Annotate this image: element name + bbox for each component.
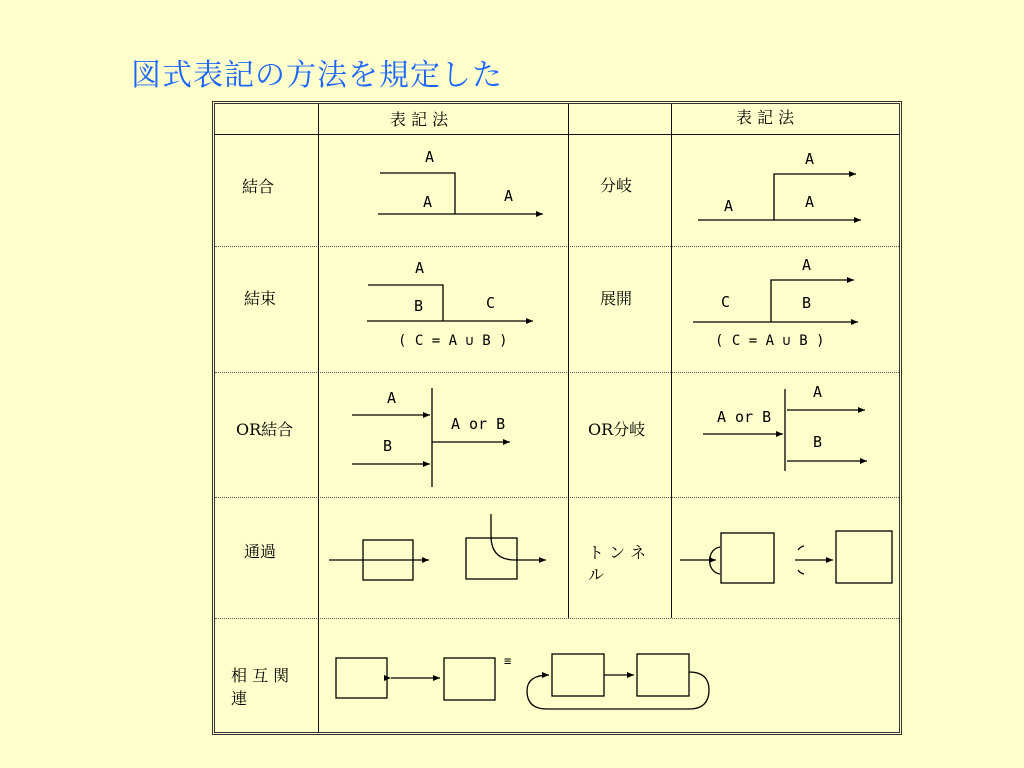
or-branch-diagram bbox=[703, 389, 867, 471]
branch-label-top-a: A bbox=[805, 150, 815, 168]
join-label-out-a: A bbox=[504, 187, 514, 205]
row-label-tunnel-line1: ト ン ネ bbox=[588, 543, 647, 562]
or-join-label-out: A or B bbox=[451, 415, 506, 433]
or-join-diagram bbox=[352, 388, 510, 487]
join-diagram bbox=[378, 173, 543, 214]
row-label-mutual-line2: 連 bbox=[231, 689, 248, 708]
or-branch-label-b: B bbox=[813, 433, 823, 451]
notation-table bbox=[212, 101, 902, 735]
row-label-mutual-line1: 相 互 関 bbox=[231, 666, 290, 685]
or-join-label-a: A bbox=[387, 389, 397, 407]
mutual-equiv-symbol: ≡ bbox=[504, 654, 512, 668]
pass-diagram bbox=[329, 514, 546, 580]
branch-diagram bbox=[698, 174, 861, 220]
merge-diagram bbox=[367, 285, 533, 321]
merge-label-b: B bbox=[414, 297, 424, 315]
branch-label-out-a: A bbox=[805, 193, 815, 211]
merge-formula: ( C = A ∪ B ) bbox=[398, 333, 508, 349]
row-label-or-branch: OR分岐 bbox=[588, 420, 646, 439]
expand-diagram bbox=[693, 280, 858, 322]
row-label-expand: 展開 bbox=[600, 289, 633, 308]
or-join-label-b: B bbox=[383, 437, 393, 455]
slide-title: 図式表記の方法を規定した bbox=[131, 58, 503, 93]
row-label-join: 結合 bbox=[242, 177, 275, 196]
row-label-tunnel-line2: ル bbox=[588, 565, 605, 584]
join-label-top-a: A bbox=[425, 148, 435, 166]
expand-label-c: C bbox=[721, 293, 731, 311]
expand-formula: ( C = A ∪ B ) bbox=[715, 333, 825, 349]
expand-label-a: A bbox=[802, 256, 812, 274]
row-label-merge: 結束 bbox=[244, 289, 277, 308]
row-label-pass: 通過 bbox=[244, 542, 277, 561]
expand-label-b: B bbox=[802, 294, 812, 312]
header-notation-left: 表 記 法 bbox=[390, 110, 449, 129]
branch-label-in-a: A bbox=[724, 197, 734, 215]
merge-label-a: A bbox=[415, 259, 425, 277]
mutual-diagram bbox=[336, 654, 709, 709]
join-label-mid-a: A bbox=[423, 193, 433, 211]
row-label-branch: 分岐 bbox=[600, 176, 633, 195]
merge-label-c: C bbox=[486, 294, 496, 312]
or-branch-label-a: A bbox=[813, 383, 823, 401]
tunnel-diagram bbox=[680, 531, 892, 583]
or-branch-label-in: A or B bbox=[717, 408, 772, 426]
notation-diagrams bbox=[215, 104, 899, 732]
row-label-or-join: OR結合 bbox=[236, 420, 294, 439]
header-notation-right: 表 記 法 bbox=[736, 108, 795, 127]
